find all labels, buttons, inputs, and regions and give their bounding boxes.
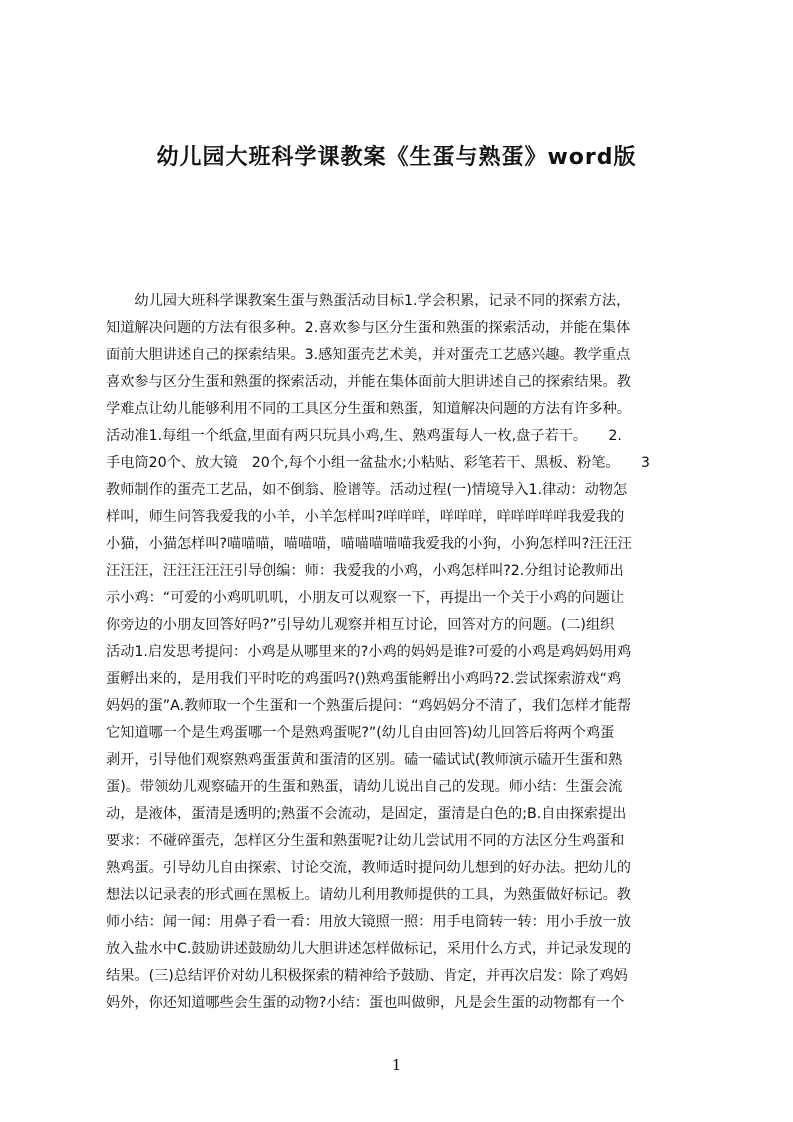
page-number: 1	[391, 1056, 402, 1074]
body-line: 熟鸡蛋。引导幼儿自由探索、讨论交流，教师适时提问幼儿想到的好办法。把幼儿的	[106, 860, 631, 876]
body-line: 结果。(三)总结评价对幼儿积极探索的精神给予鼓励、肯定，并再次启发：除了鸡妈	[106, 968, 628, 984]
body-line: 活动1.启发思考提问：小鸡是从哪里来的?小鸡的妈妈是谁?可爱的小鸡是鸡妈妈用鸡	[106, 644, 632, 660]
body-text	[106, 288, 699, 1017]
body-line: 妈妈的蛋”A.教师取一个生蛋和一个熟蛋后提问：“鸡妈妈分不清了，我们怎样才能帮	[106, 698, 632, 714]
body-line: 师小结：闻一闻：用鼻子看一看：用放大镜照一照：用手电筒转一转：用小手放一放	[106, 914, 631, 930]
body-line: 样叫，师生问答我爱我的小羊，小羊怎样叫?咩咩咩，咩咩咩，咩咩咩咩咩我爱我的	[106, 509, 625, 525]
body-line: 小猫，小猫怎样叫?喵喵喵，喵喵喵，喵喵喵喵喵我爱我的小狗，小狗怎样叫?汪汪汪	[106, 536, 632, 552]
body-line: 要求：不碰碎蛋壳，怎样区分生蛋和熟蛋呢?让幼儿尝试用不同的方法区分生鸡蛋和	[106, 833, 625, 849]
body-line: 蛋孵出来的，是用我们平时吃的鸡蛋吗?()熟鸡蛋能孵出小鸡吗?2.尝试探索游戏“鸡	[106, 671, 622, 687]
body-line: 汪汪汪，汪汪汪汪汪引导创编：师：我爱我的小鸡，小鸡怎样叫?2.分组讨论教师出	[106, 563, 624, 579]
body-line: 活动准1.每组一个纸盒,里面有两只玩具小鸡,生、熟鸡蛋每人一枚,盘子若干。 2.	[106, 428, 622, 444]
body-line: 知道解决问题的方法有很多种。2.喜欢参与区分生蛋和熟蛋的探索活动，并能在集体	[106, 320, 631, 336]
body-line: 妈外，你还知道哪些会生蛋的动物?小结：蛋也叫做卵，凡是会生蛋的动物都有一个	[106, 995, 625, 1011]
body-line: 面前大胆讲述自己的探索结果。3.感知蛋壳艺术美，并对蛋壳工艺感兴趣。教学重点	[106, 347, 631, 363]
body-line: 剥开，引导他们观察熟鸡蛋蛋黄和蛋清的区别。磕一磕试试(教师演示磕开生蛋和熟	[106, 752, 623, 768]
body-line: 动，是液体，蛋清是透明的;熟蛋不会流动，是固定，蛋清是白色的;B.自由探索提出	[106, 806, 627, 822]
body-line: 蛋)。带领幼儿观察磕开的生蛋和熟蛋，请幼儿说出自己的发现。师小结：生蛋会流	[106, 779, 623, 795]
body-line: 教师制作的蛋壳工艺品，如不倒翁、脸谱等。活动过程(一)情境导入1.律动：动物怎	[106, 482, 628, 498]
body-line: 你旁边的小朋友回答好吗?”引导幼儿观察并相互讨论，回答对方的问题。(二)组织	[106, 617, 615, 633]
body-line: 手电筒20个、放大镜 20个,每个小组一盆盐水;小粘贴、彩笔若干、黑板、粉笔。 3	[106, 455, 650, 471]
body-line: 它知道哪一个是生鸡蛋哪一个是熟鸡蛋呢?”(幼儿自由回答)幼儿回答后将两个鸡蛋	[106, 725, 615, 741]
document-title: 幼儿园大班科学课教案《生蛋与熟蛋》word版	[156, 145, 637, 170]
body-line: 示小鸡：“可爱的小鸡叽叽叽，小朋友可以观察一下，再提出一个关于小鸡的问题让	[106, 590, 625, 606]
body-line: 想法以记录表的形式画在黑板上。请幼儿利用教师提供的工具，为熟蛋做好标记。教	[106, 887, 631, 903]
body-line: 放入盐水中C.鼓励讲述鼓励幼儿大胆讲述怎样做标记，采用什么方式，并记录发现的	[106, 941, 632, 957]
body-line: 喜欢参与区分生蛋和熟蛋的探索活动，并能在集体面前大胆讲述自己的探索结果。教	[106, 374, 631, 390]
body-line: 幼儿园大班科学课教案生蛋与熟蛋活动目标1.学会积累，记录不同的探索方法，	[106, 293, 631, 309]
body-line: 学难点让幼儿能够利用不同的工具区分生蛋和熟蛋，知道解决问题的方法有许多种。	[106, 401, 631, 417]
